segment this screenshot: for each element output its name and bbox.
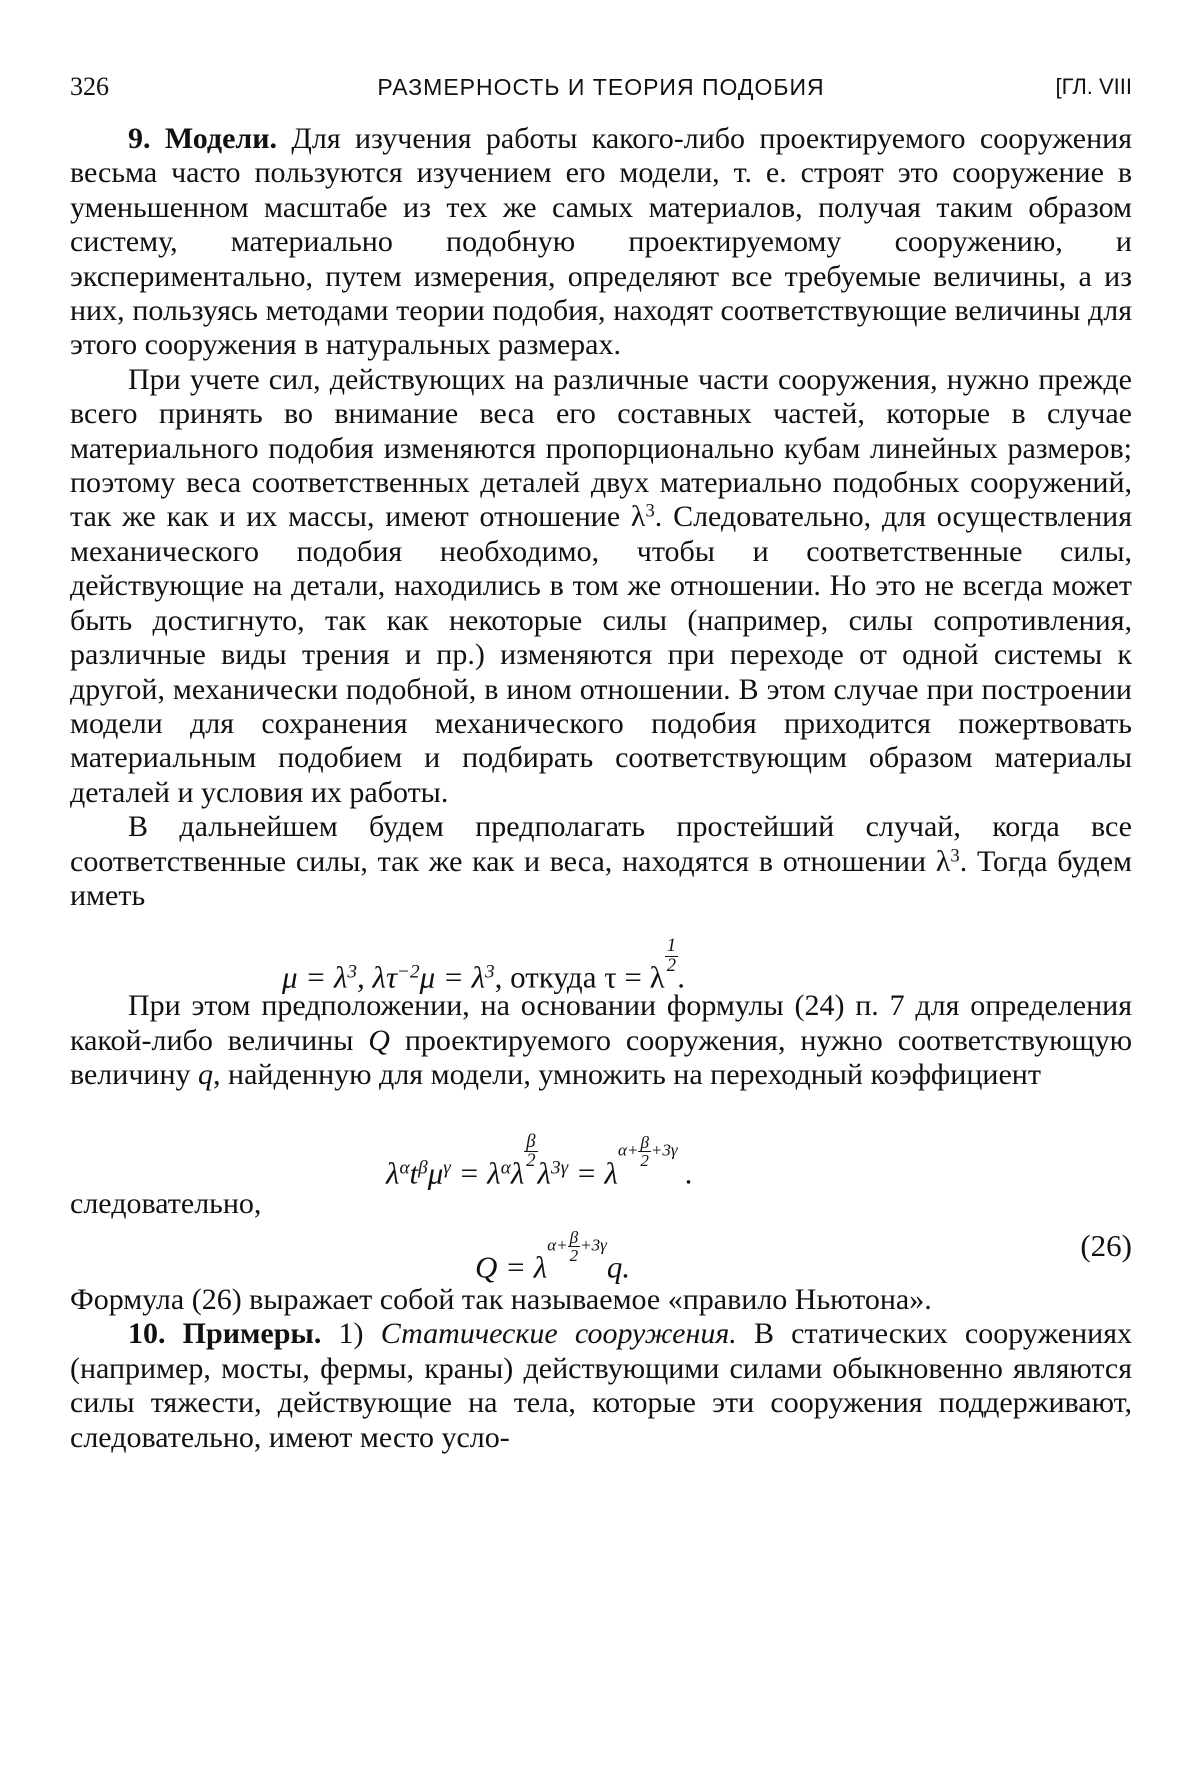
formula-26-expression: Q = λα+ $\frac{\beta}{2}$ +3γq. [475,1227,631,1285]
page-body [70,122,1132,1455]
paragraph-assumption-text-a: В дальнейшем будем предполагать простейший случай, когда все соответственные силы, так же как и веса, находятся в отношении λ [70,810,1132,878]
fraction-beta-half: $\frac{\beta}{2}$ [526,1130,536,1172]
fraction-one-half: $\frac{1}{2}$ [666,935,676,976]
equation-number: (26) [1080,1227,1132,1263]
paragraph-assumption-sup: 3 [950,845,960,867]
page-header [70,72,1132,106]
section-10-paragraph [70,1317,1132,1455]
paragraph-forces-text-b: . Следовательно, для осуществления механического подобия необходимо, чтобы и соответственные силы, действующие на детали, находились в том же отношении. Но это не всегда может быть достигнуто, так как некоторые силы (например, силы сопротивления, различные виды трения и пр.) изменяются при переходе от одной системы к другой, механически подобной, в ином отношении. В этом случае при построении модели для сохранения механического подобия приходится пожертвовать материальным подобием и подбирать соответствующим образом материалы деталей и условия их работы. [70,500,1133,809]
section-9-text: Для изучения работы какого-либо проектируемого сооружения весьма часто пользуются изучением его модели, т. е. строят это сооружение в уменьшенном масштабе из тех же самых материалов, получая таким образом систему, материально подобную проектируемому сооружению, и экспериментально, путем измерения, определяют все требуемые величины, а из них, пользуясь методами теории подобия, находят соответствующие величины для этого сооружения в натуральных размерах. [70,122,1132,362]
paragraph-newton-rule: Формула (26) выражает собой так называемое «правило Ньютона». [70,1282,932,1316]
paragraph-coefficient-text-b: проектируемого сооружения, нужно соответствующую величину [70,1023,1132,1092]
paragraph-forces-text-a: При учете сил, действующих на различные части сооружения, нужно прежде всего принять во внимание веса его составных частей, которые в случае материального подобия изменяются пропорционально кубам линейных размеров; поэтому веса соответственных деталей двух материально подобных сооружений, так же как и их массы, имеют отношение λ [70,362,1132,534]
formula-scaling-expression: $\mu = \lambda^3$, $\lambda\tau^{-2}\mu = \lambda^3$, откуда τ = λ $\frac{1}{2}$ . [282,935,686,995]
paragraph-coefficient [70,989,1132,1092]
formula-coefficient [70,1107,1132,1190]
section-9-paragraph [70,122,1132,363]
variable-Q: Q [368,1023,390,1057]
paragraph-assumption-text-b: . Тогда будем иметь [70,844,1132,912]
paragraph-forces-sup: 3 [645,501,655,523]
exponent-expression-2: α+ $\frac{\beta}{2}$ +3γ [547,1227,607,1266]
running-title: РАЗМЕРНОСТЬ И ТЕОРИЯ ПОДОБИЯ [377,74,825,100]
paragraph-coefficient-text-c: , найденную для модели, умножить на переходный коэффициент [213,1058,1041,1092]
paragraph-forces [70,363,1132,810]
formula-26 [70,1221,1132,1283]
paragraph-consequently: следовательно, [70,1186,262,1220]
section-10-italic-title: Статические сооружения. [380,1317,737,1351]
formula-scaling [70,919,1132,995]
section-10-heading: 10. Примеры. [128,1317,322,1351]
paragraph-assumption [70,810,1132,913]
formula-coefficient-expression: $\lambda^\alpha t^\beta\mu^\gamma = \lambda^\alpha\lambda$ $\frac{\beta}{2}$ $\lambda^{3\gamma} = \lambda\alpha+$ $\frac{\beta}{2}$ +3γ . [386,1130,694,1190]
page-number: 326 [70,72,109,101]
section-9-heading: 9. Модели. [128,122,278,155]
section-10-item: 1) [321,1317,381,1351]
paragraph-coefficient-text-a: При этом предположении, на основании формулы (24) п. 7 для определения какой-либо величины [70,989,1132,1057]
section-10-text: В статических сооружениях (например, мосты, фермы, краны) действующими силами обыкновенно являются силы тяжести, действующие на тела, которые эти сооружения поддерживают, следовательно, имеют место усло- [70,1317,1133,1454]
exponent-expression-1: α+ $\frac{\beta}{2}$ +3γ [618,1133,678,1171]
variable-q: q [198,1058,214,1092]
chapter-label: [ГЛ. VIII [1055,74,1132,99]
